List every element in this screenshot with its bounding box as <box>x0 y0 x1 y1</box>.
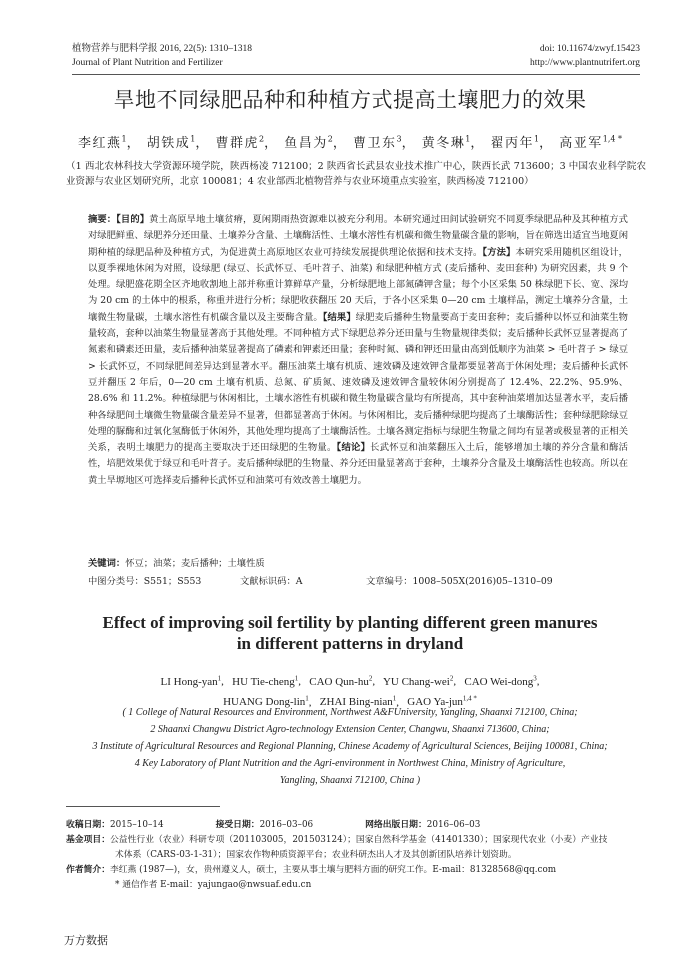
received-date: 收稿日期：2015–10–14 <box>66 820 164 830</box>
footnotes <box>66 818 638 893</box>
affiliation-en-line: 3 Institute of Agricultural Resources and Regional Planning, Chinese Academy of Agricultural Sciences, Beijing 100081, China; <box>92 741 608 752</box>
wanfang-watermark: 万方数据 <box>64 934 108 947</box>
keywords-text: 怀豆；油菜；麦后播种；土壤性质 <box>125 558 265 569</box>
abstract-label: 摘要： <box>88 214 117 225</box>
affiliation-en-line: Yangling, Shaanxi 712100, China ) <box>279 775 421 786</box>
objective-label: 【目的】 <box>116 214 150 225</box>
journal-cn: 植物营养与肥料学报 2016, 22(5): 1310–1318 <box>72 44 252 54</box>
author-en: ZHAI Bing-nian$^1$ <box>319 694 397 709</box>
footnote-dates <box>66 818 638 833</box>
author-en: HUANG Dong-lin$^1$ <box>223 694 309 709</box>
footnote-rule <box>66 806 220 807</box>
keywords-label: 关键词： <box>88 558 126 569</box>
author-en: HU Tie-cheng$^1$ <box>232 674 299 688</box>
header-right <box>530 42 640 70</box>
journal-en: Journal of Plant Nutrition and Fertilizer <box>72 58 223 68</box>
authors-en-line: HUANG Dong-lin$^1$, ZHAI Bing-nian$^1$, GAO Ya-jun$^{1,4 *}$ <box>223 694 477 709</box>
footnote-author <box>66 863 638 878</box>
journal-url[interactable]: http://www.plantnutrifert.org <box>529 58 640 68</box>
author-en: LI Hong-yan$^1$ <box>160 674 222 688</box>
author-cn: 李红燕$^1$ <box>77 134 127 151</box>
article-number: 文章编号：1008–505X(2016)05–1310–09 <box>366 576 553 587</box>
authors-cn: 李红燕$^1$， 胡铁成$^1$， 曹群虎$^2$， 鱼昌为$^2$， 曹卫东$^3$， 黄冬琳$^1$， 翟丙年$^1$， 高亚军$^{1,4 *}$ <box>77 134 623 151</box>
conclusion-label: 【结论】 <box>336 442 371 454</box>
footnote-fund <box>66 833 638 848</box>
title-en <box>40 612 660 654</box>
author-cn: 黄冬琳$^1$ <box>421 134 471 151</box>
clc-number: 中图分类号：S551；S553 <box>88 576 202 587</box>
result-label: 【结果】 <box>322 311 356 323</box>
method-text: 本研究采用随机区组设计，以夏季裸地休闲为对照，设绿肥 (绿豆、长武怀豆、毛叶苕子、油菜) 和绿肥种植方式 (麦后播种、麦田套种) 为研究因素，共 9 个处理。绿肥盛花期全区齐地收割地上部并称重计算鲜草产量，分析绿肥地上部氮磷钾含量；每个小区采集 50 株绿肥下长、宽、深均为 20 cm 的土体中的根系，称重并进行分析；绿肥收获翻压 20 天后，于各小区采集 0—20 cm 土壤样品，测定土壤养分含量，土壤微生物量碳，土壤水溶性有机碳含量以及主要酶含量。 <box>88 246 628 323</box>
author-en: GAO Ya-jun$^{1,4 *}$ <box>407 694 477 709</box>
author-cn: 曹群虎$^2$ <box>215 134 265 151</box>
accepted-date: 接受日期：2016–03–06 <box>215 820 314 830</box>
title-en-line: Effect of improving soil fertility by planting different green manures <box>102 613 598 632</box>
title-en-line: in different patterns in dryland <box>236 634 464 653</box>
affiliations-cn: （1 西北农林科技大学资源环境学院，陕西杨凌 712100；2 陕西省长武县农业技术推广中心，陕西长武 713600；3 中国农业科学院农业资源与农业区划研究所，北京 100081；4 农业部西北植物营养与农业环境重点实验室，陕西杨凌 712100） <box>66 161 646 187</box>
author-bio-label: 作者简介： <box>66 865 110 875</box>
author-bio-text: 李红燕 (1987—)，女，贵州遵义人，硕士，主要从事土壤与肥料方面的研究工作。E-mail：81328568@qq.com <box>110 865 557 875</box>
affiliation-en-line: 4 Key Laboratory of Plant Nutrition and the Agri-environment in Northwest China, Ministry of Agriculture, <box>134 758 566 769</box>
objective-text: 黄土高原旱地土壤贫瘠，夏闲期雨热资源难以被充分利用。本研究通过田间试验研究不同夏季绿肥品种及其种植方式对绿肥鲜重、绿肥养分还田量、土壤养分含量、土壤酶活性、土壤水溶性有机碳和微生物量碳含量的影响，旨在筛选出适宜当地夏闲期种植的绿肥品种及种植方式，为促进黄土高原地区农业可持续发展提供理论依据和技术支持。 <box>88 214 628 258</box>
title-cn: 旱地不同绿肥品种和种植方式提高土壤肥力的效果 <box>113 88 587 112</box>
online-date: 网络出版日期：2016–06–03 <box>365 820 481 830</box>
author-en: YU Chang-wei$^2$ <box>382 674 454 688</box>
method-label: 【方法】 <box>482 246 516 258</box>
author-cn: 曹卫东$^3$ <box>352 134 402 151</box>
header-left <box>72 42 252 70</box>
header-rule <box>72 74 640 75</box>
fund-text: 公益性行业（农业）科研专项（201103005，201503124）；国家自然科学基金（41401330）；国家现代农业（小麦）产业技 <box>110 835 608 845</box>
doc-code: 文献标识码：A <box>240 576 303 587</box>
fund-label: 基金项目： <box>66 835 110 845</box>
abstract-cn <box>88 212 628 489</box>
author-cn: 胡铁成$^1$ <box>146 134 196 151</box>
affiliation-en-line: 2 Shaanxi Changwu District Agro-technology Extension Center, Changwu, Shaanxi 713600, China; <box>150 724 550 735</box>
author-en: CAO Qun-$hu^2$ <box>309 674 373 688</box>
keywords-cn <box>88 556 628 572</box>
doi: doi: 10.11674/zwyf.15423 <box>539 44 640 54</box>
corresponding-author: * 通信作者 E-mail：yajungao@nwsuaf.edu.cn <box>115 880 312 890</box>
author-cn: 高亚军$^{1,4 *}$ <box>559 134 623 151</box>
affiliations-en <box>44 704 656 789</box>
result-text: 绿肥麦后播种生物量要高于麦田套种；麦后播种以怀豆和油菜生物量较高，套种以油菜生物量显著高于其他处理。不同种植方式下绿肥总养分还田量与生物量规律类似；麦后播种长武怀豆显著提高了氮素和磷素还田量，麦后播种油菜显著提高了磷素和钾素还田量；套种时氮、磷和钾还田量由高到低顺序为油菜 > 毛叶苕子 > 绿豆 > 长武怀豆，不同绿肥间差异达到显著水平。翻压油菜土壤有机质、速效磷及速效钾含量都要显著高于休闲处理；麦后播种长武怀豆并翻压 2 年后，0—20 cm 土壤有机质、总氮、矿质氮、速效磷及速效钾含量较休闲分别提高了 12.4%、22.2%、95.9%、28.6% 和 11.2%。种植绿肥与休闲相比，土壤水溶性有机碳和微生物量碳含量均有所提高，其中套种油菜增加达显著水平，麦后播种各绿肥间土壤微生物量碳含量差异不显著，但都显著高于休闲。与休闲相比，麦后播种绿肥均提高了土壤酶活性；套种绿肥除绿豆处理的脲酶和过氧化氢酶低于休闲外，其他处理均提高了土壤酶活性。土壤各测定指标与绿肥生物量之间均有显著或极显著的正相关关系，表明土壤肥力的提高主要取决于还田绿肥的生物量。 <box>88 311 628 454</box>
conclusion-text: 长武怀豆和油菜翻压入土后，能够增加土壤的养分含量和酶活性，培肥效果优于绿豆和毛叶苕子。麦后播种绿肥的生物量、养分还田量显著高于套种，土壤养分含量及土壤酶活性也较高。所以在黄土旱塬地区可选择麦后播种长武怀豆和油菜可有效改善土壤肥力。 <box>88 442 628 486</box>
author-cn: 翟丙年$^1$ <box>490 134 540 151</box>
author-cn: 鱼昌为$^2$ <box>284 134 333 151</box>
affiliation-en-line: ( 1 College of Natural Resources and Environment, Northwest A&FUniversity, Yangling, Shaanxi 712100, China; <box>122 707 578 718</box>
author-en: CAO Wei-dong$^3$ <box>464 674 537 688</box>
fund-text-cont: 术体系（CARS-03-1-31）；国家农作物种质资源平台；农业科研杰出人才及其创新团队培养计划资助。 <box>115 850 517 860</box>
authors-en-line: LI Hong-yan$^1$, HU Tie-cheng$^1$, CAO Qun-$hu^2$, YU Chang-wei$^2$, CAO Wei-dong$^3$, <box>160 674 540 688</box>
